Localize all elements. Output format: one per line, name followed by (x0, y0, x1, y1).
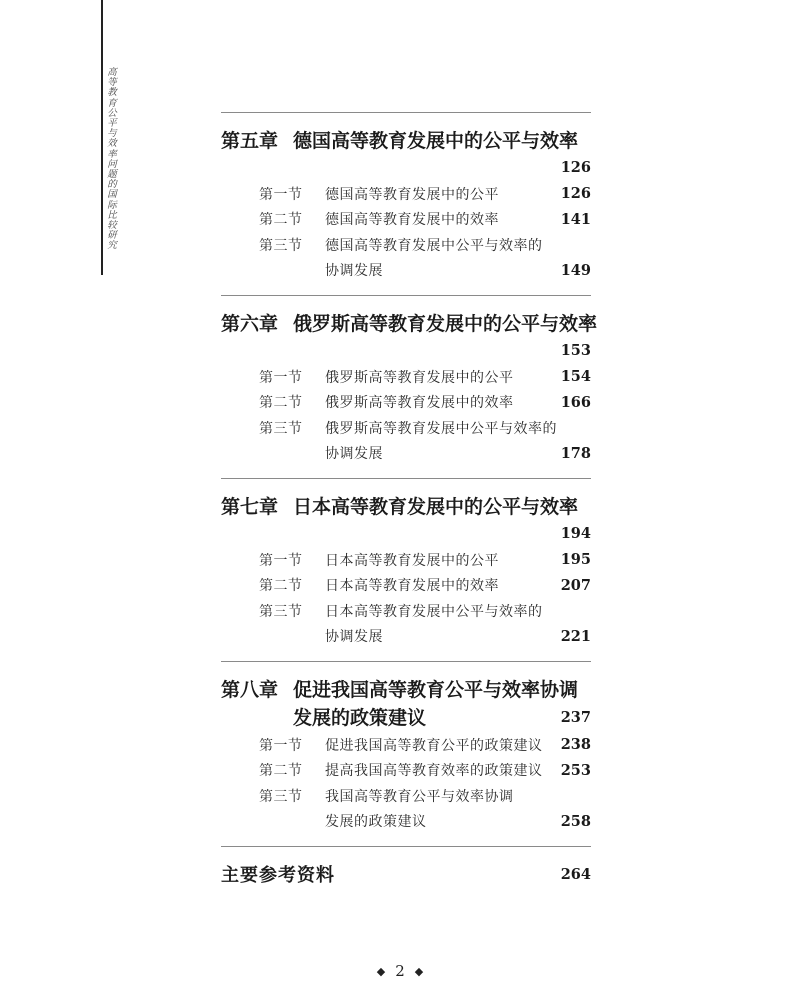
toc-section-row[interactable] (221, 783, 591, 809)
section-label: 第二节 (259, 763, 303, 780)
toc-section-row-continued[interactable] (221, 624, 591, 650)
section-page: 154 (560, 368, 591, 386)
chapter-divider (221, 661, 591, 662)
section-label: 第二节 (259, 578, 303, 595)
section-page: 221 (560, 627, 591, 645)
toc-section-row-continued[interactable] (221, 258, 591, 284)
toc-section-row-continued[interactable] (221, 809, 591, 835)
section-title: 日本高等教育发展中公平与效率的 (325, 603, 543, 620)
chapter-label: 第八章 (221, 679, 279, 701)
chapter-heading-continued[interactable] (221, 704, 591, 732)
section-label: 第一节 (259, 186, 303, 203)
chapter-divider (221, 112, 591, 113)
chapter-page: 194 (560, 525, 591, 542)
section-label: 第一节 (259, 737, 303, 754)
section-page: 207 (560, 576, 591, 594)
section-title-continued: 协调发展 (325, 446, 383, 463)
section-title-continued: 发展的政策建议 (325, 814, 427, 831)
spine-rule (101, 0, 103, 275)
section-page: 149 (560, 261, 591, 279)
section-title: 日本高等教育发展中的效率 (325, 578, 499, 595)
chapter-title: 俄罗斯高等教育发展中的公平与效率 (293, 313, 598, 335)
chapter-page: 126 (560, 159, 591, 176)
toc-section-row[interactable] (221, 232, 591, 258)
diamond-icon: ◆ (376, 965, 386, 978)
toc-section-row[interactable] (221, 364, 591, 390)
table-of-contents (221, 112, 598, 889)
chapter-page: 237 (560, 709, 591, 726)
section-label: 第一节 (259, 369, 303, 386)
section-title: 俄罗斯高等教育发展中公平与效率的 (325, 420, 557, 437)
section-label: 第三节 (259, 788, 303, 805)
section-page: 238 (560, 736, 591, 754)
section-label: 第三节 (259, 237, 303, 254)
chapter-heading[interactable] (221, 493, 591, 521)
chapter-label: 第七章 (221, 496, 279, 518)
chapter-divider (221, 295, 591, 296)
section-title-continued: 协调发展 (325, 263, 383, 280)
toc-section-row[interactable] (221, 758, 591, 784)
toc-section-row[interactable] (221, 415, 591, 441)
chapter-title: 德国高等教育发展中的公平与效率 (293, 130, 579, 152)
chapter-heading[interactable] (221, 676, 591, 704)
chapter-divider (221, 478, 591, 479)
section-title: 提高我国高等教育效率的政策建议 (325, 763, 543, 780)
section-title: 俄罗斯高等教育发展中的效率 (325, 395, 514, 412)
toc-section-row[interactable] (221, 598, 591, 624)
section-label: 第二节 (259, 395, 303, 412)
section-title: 德国高等教育发展中公平与效率的 (325, 237, 543, 254)
section-page: 195 (560, 551, 591, 569)
page-footer (0, 962, 800, 980)
chapter-7 (221, 493, 591, 661)
section-title: 俄罗斯高等教育发展中的公平 (325, 369, 514, 386)
section-title: 促进我国高等教育公平的政策建议 (325, 737, 543, 754)
section-title: 我国高等教育公平与效率协调 (325, 788, 514, 805)
chapter-5 (221, 127, 591, 295)
toc-section-row[interactable] (221, 732, 591, 758)
section-label: 第三节 (259, 420, 303, 437)
toc-section-row[interactable] (221, 573, 591, 599)
chapter-divider (221, 846, 591, 847)
chapter-title: 日本高等教育发展中的公平与效率 (293, 496, 579, 518)
section-label: 第二节 (259, 212, 303, 229)
section-title: 日本高等教育发展中的公平 (325, 552, 499, 569)
toc-section-row[interactable] (221, 390, 591, 416)
chapter-heading[interactable] (221, 127, 591, 155)
section-title: 德国高等教育发展中的效率 (325, 212, 499, 229)
section-title-continued: 协调发展 (325, 629, 383, 646)
chapter-title: 促进我国高等教育公平与效率协调 (293, 679, 579, 701)
section-page: 166 (560, 393, 591, 411)
chapter-page: 153 (560, 342, 591, 359)
toc-section-row-continued[interactable] (221, 441, 591, 467)
references-entry[interactable] (221, 859, 591, 889)
section-page: 253 (560, 761, 591, 779)
chapter-title-continued: 发展的政策建议 (293, 707, 427, 729)
section-title: 德国高等教育发展中的公平 (325, 186, 499, 203)
chapter-label: 第六章 (221, 313, 279, 335)
section-page: 126 (560, 185, 591, 203)
chapter-6 (221, 310, 598, 478)
chapter-8 (221, 676, 591, 846)
chapter-heading[interactable] (221, 310, 598, 338)
page-number: 2 (395, 962, 405, 980)
section-label: 第三节 (259, 603, 303, 620)
section-label: 第一节 (259, 552, 303, 569)
toc-section-row[interactable] (221, 547, 591, 573)
diamond-icon: ◆ (414, 965, 424, 978)
section-page: 258 (560, 812, 591, 830)
references-title: 主要参考资料 (221, 865, 335, 886)
toc-section-row[interactable] (221, 207, 591, 233)
references-page: 264 (560, 865, 591, 883)
toc-section-row[interactable] (221, 181, 591, 207)
section-page: 178 (560, 444, 591, 462)
section-page: 141 (560, 210, 591, 228)
running-title: 高等教育公平与效率问题的国际比较研究 (107, 67, 117, 252)
chapter-label: 第五章 (221, 130, 279, 152)
